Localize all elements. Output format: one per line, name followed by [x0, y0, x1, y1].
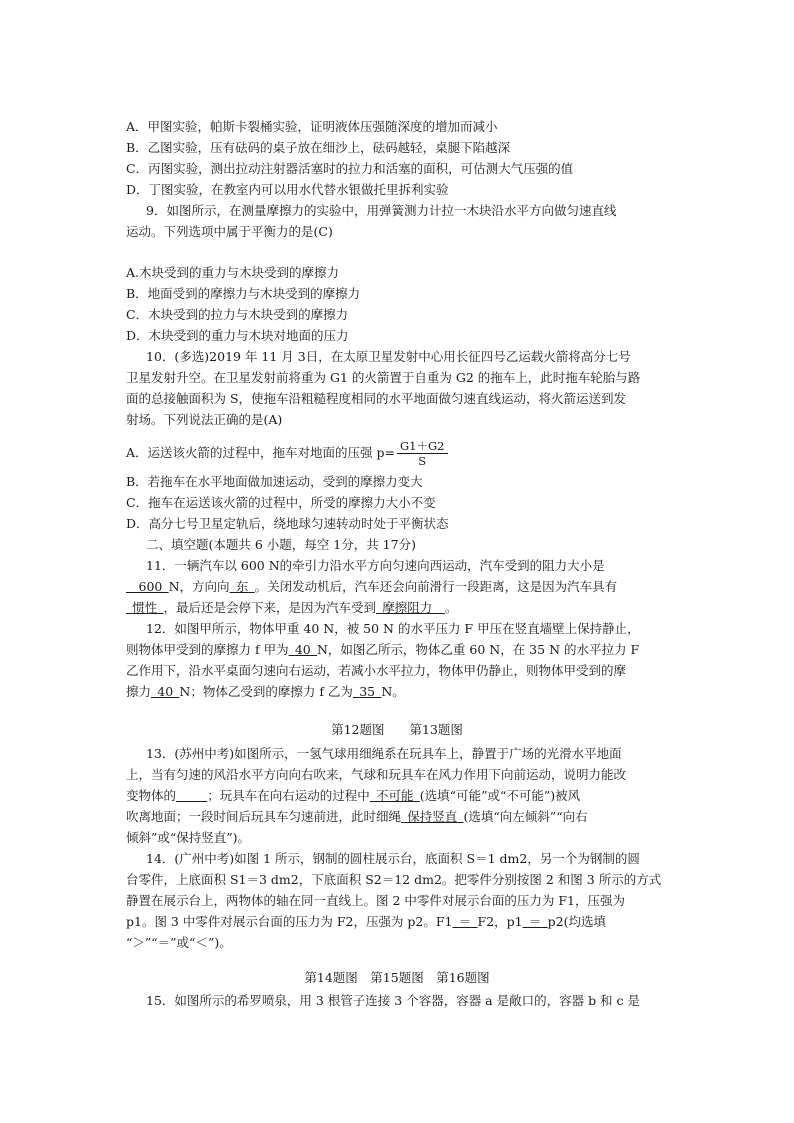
q8-option-d: D．丁图实验，在教室内可以用水代替水银做托里拆利实验 [126, 182, 449, 197]
q9-stem-line2: 运动。下列选项中属于平衡力的是(C) [126, 224, 333, 239]
q10-stem-line2: 卫星发射升空。在卫星发射前将重为 G1 的火箭置于自重为 G2 的拖车上，此时拖车轮胎与路 [126, 370, 641, 385]
q9-option-a: A.木块受到的重力与木块受到的摩擦力 [126, 265, 340, 280]
pressure-fraction [397, 439, 448, 468]
q14-line5: “＞”“＝”或“＜”)。 [126, 935, 232, 950]
answer-blank: 惯性 [132, 600, 158, 615]
q11-line2: 600 N，方向向 东 。关闭发动机后，汽车还会向前滑行一段距离，这是因为汽车具有 [126, 577, 617, 597]
q13-line3: 变物体的 ；玩具车在向右运动的过程中 不可能 (选填“可能”或“不可能”)被风 [126, 788, 581, 803]
q11-line1: 11．一辆汽车以 600 N的牵引力沿水平方向匀速向西运动，汽车受到的阻力大小是 [146, 558, 605, 573]
figure-caption-12-13: 第12题图 第13题图 [331, 722, 463, 737]
q12-line4: 擦力 40 N；物体乙受到的摩擦力 f 乙为 35 N。 [126, 684, 405, 699]
fraction-numerator: G1＋G2 [397, 439, 448, 454]
answer-blank: 摩擦阻力 [382, 600, 433, 615]
q13-line5: 倾斜”或“保持竖直”)。 [126, 830, 251, 845]
answer-blank: 600 [138, 579, 163, 594]
q12-line3: 乙作用下，沿水平桌面匀速向右运动，若减小水平拉力，物体甲仍静止，则物体甲受到的摩 [126, 663, 627, 678]
q10-stem-line3: 面的总接触面积为 S，使拖车沿粗糙程度相同的水平地面做匀速直线运动，将火箭运送到发 [126, 391, 627, 406]
answer-blank: 35 [359, 684, 376, 699]
q14-line2: 台零件，上底面积 S1＝3 dm2，下底面积 S2＝12 dm2。把零件分别按图 2 和图 3 所示的方式 [126, 872, 662, 887]
q12-line1: 12．如图甲所示，物体甲重 40 N，被 50 N 的水平压力 F 甲压在竖直墙壁上保持静止， [146, 621, 640, 636]
q10-option-a-text: A．运送该火箭的过程中，拖车对地面的压强 p= [126, 445, 395, 460]
q13-line2: 上，当有匀速的风沿水平方向向右吹来，气球和玩具车在风力作用下向前运动，说明力能改 [126, 767, 627, 782]
q8-option-c: C．丙图实验，测出拉动注射器活塞时的拉力和活塞的面积，可估测大气压强的值 [126, 161, 574, 176]
q10-stem-line1: 10．(多选)2019 年 11 月 3日，在太原卫星发射中心用长征四号乙运载火箭将高分七号 [146, 349, 631, 364]
q10-option-a [126, 436, 448, 470]
q10-option-c: C．拖车在运送该火箭的过程中，所受的摩擦力大小不变 [126, 495, 436, 510]
q13-line4: 吹离地面；一段时间后玩具车匀速前进，此时细绳 保持竖直 (选填“向左倾斜”“向右 [126, 809, 588, 824]
q9-option-c: C．木块受到的拉力与木块受到的摩擦力 [126, 307, 349, 322]
fraction-denominator: S [418, 454, 427, 468]
q9-option-b: B．地面受到的摩擦力与木块受到的摩擦力 [126, 286, 361, 301]
q15-line1: 15．如图所示的希罗喷泉，用 3 根管子连接 3 个容器，容器 a 是敞口的，容器 b 和 c 是 [146, 993, 641, 1008]
answer-blank-empty [176, 788, 207, 803]
answer-blank: ＝ [458, 914, 472, 929]
q9-stem-line1: 9．如图所示，在测量摩擦力的实验中，用弹簧测力计拉一木块沿水平方向做匀速直线 [146, 203, 617, 218]
answer-blank: 保持竖直 [407, 809, 458, 824]
q10-stem-line4: 射场。下列说法正确的是(A) [126, 412, 283, 427]
answer-blank: ＝ [528, 914, 542, 929]
q8-option-b: B．乙图实验，压有砝码的桌子放在细沙上，砝码越轻，桌腿下陷越深 [126, 140, 511, 155]
answer-blank: 40 [157, 684, 174, 699]
q12-line2: 则物体甲受到的摩擦力 f 甲为 40 N，如图乙所示，物体乙重 60 N，在 35 N 的水平拉力 F [126, 642, 640, 657]
q9-option-d: D．木块受到的重力与木块对地面的压力 [126, 328, 349, 343]
answer-blank: 40 [294, 642, 311, 657]
q10-option-b: B．若拖车在水平地面做加速运动，受到的摩擦力变大 [126, 474, 423, 489]
q14-line1: 14．(广州中考)如图 1 所示，钢制的圆柱展示台，底面积 S＝1 dm2，另一个为钢制的圆 [146, 851, 640, 866]
q14-line3: 静置在展示台上，两物体的轴在同一直线上。图 2 中零件对展示台面的压力为 F1，压强为 [126, 893, 626, 908]
answer-blank: 不可能 [376, 788, 414, 803]
q11-line3: 惯性 ，最后还是会停下来，是因为汽车受到 摩擦阻力 。 [126, 598, 457, 618]
figure-caption-14-15-16: 第14题图 第15题图 第16题图 [304, 970, 490, 985]
answer-blank: 东 [235, 579, 249, 594]
q14-line4: p1。图 3 中零件对展示台面的压力为 F2，压强为 p2。F1 ＝ F2，p1 ＝ p2(均选填 [126, 914, 606, 929]
q13-line1: 13．(苏州中考)如图所示，一氢气球用细绳系在玩具车上，静置于广场的光滑水平地面 [146, 746, 622, 761]
q8-option-a: A．甲图实验，帕斯卡裂桶实验，证明液体压强随深度的增加而减小 [126, 119, 498, 134]
q10-option-d: D．高分七号卫星定轨后，绕地球匀速转动时处于平衡状态 [126, 516, 449, 531]
section-heading: 二、填空题(本题共 6 小题，每空 1分，共 17分) [146, 537, 416, 552]
